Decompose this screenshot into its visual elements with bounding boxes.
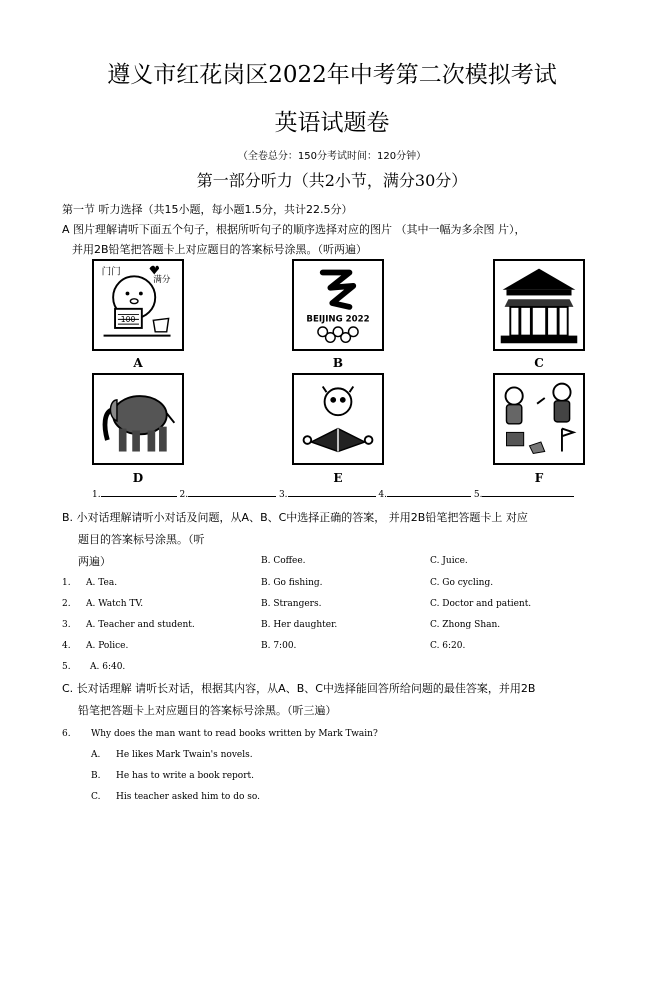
b-question-3-option-c: C. Zhong Shan. [430,620,501,630]
b-first-option-c: C. Juice. [430,556,468,566]
blank-3-line[interactable] [288,488,376,497]
picture-a [92,259,184,351]
b-question-1-option-c: C. Go cycling. [430,578,494,588]
svg-text:满分: 满分 [153,275,171,286]
b-question-2-option-c: C. Doctor and patient. [430,599,532,609]
beijing-2022-logo-icon [294,261,382,349]
blank-5-line[interactable] [482,488,574,497]
section-c-instruction-1: C. 长对话理解 请听长对话，根据其内容，从A、B、C中选择能回答所给问题的最佳答案，并用2B [62,682,536,695]
b-question-2-option-a: A. Watch TV. [86,599,144,609]
b-question-1-number: 1. [62,578,71,588]
exam-meta: （全卷总分：150分考试时间：120分钟） [237,151,427,162]
b-question-1-option-b: B. Go fishing. [261,578,323,588]
picture-d-label: D [132,471,144,485]
blank-4-number: 4. [378,490,387,500]
exam-subtitle: 英语试题卷 [274,110,390,136]
pavilion-building-icon [495,261,583,349]
picture-e [292,373,384,465]
c-option-a-text: He likes Mark Twain's novels. [116,750,253,760]
c-question-6-text: Why does the man want to read books written by Mark Twain? [91,729,378,739]
blank-3-number: 3. [278,490,288,500]
c-option-c-key: C. [91,792,101,802]
section-a-instruction-1: A 图片理解请听下面五个句子，根据所听句子的顺序选择对应的图片 （其中一幅为多余图 片）， [62,223,526,236]
section-b-instruction-2: 题目的答案标号涂黑。（听 [78,533,205,546]
b-question-4-option-a: A. Police. [86,641,129,651]
b-question-4-number: 4. [62,641,71,651]
picture-f [493,373,585,465]
b-question-4-option-b: B. 7:00. [261,641,297,651]
part-title: 第一部分听力（共2小节，满分30分） [196,171,468,190]
b-question-3-option-a: A. Teacher and student. [86,620,195,630]
b-question-3-number: 3. [62,620,71,630]
student-full-marks-icon [94,261,182,349]
section-c-instruction-2: 铅笔把答题卡上对应题目的答案标号涂黑。（听三遍） [78,704,337,717]
child-reading-icon [294,375,382,463]
section-b-instruction-1: B. 小对话理解请听小对话及问题，从A、B、C中选择正确的答案， 并用2B铅笔把答题卡上 对应 [62,511,528,524]
svg-text:门门: 门门 [101,266,121,278]
blank-4-line[interactable] [387,488,471,497]
b-question-4-option-c: C. 6:20. [430,641,466,651]
section-a-instruction-2: 并用2B铅笔把答题卡上对应题目的答案标号涂黑。（听两遍） [72,243,368,256]
section1-heading: 第一节 听力选择（共15小题，每小题1.5分，共计22.5分） [62,203,353,216]
picture-c [493,259,585,351]
b-question-2-number: 2. [62,599,71,609]
c-option-b-text: He has to write a book report. [116,771,254,781]
picture-b [292,259,384,351]
blank-1-line[interactable] [101,488,177,497]
elephant-icon [94,375,182,463]
picture-e-label: E [333,471,343,485]
c-option-c-text: His teacher asked him to do so. [116,792,260,802]
answer-blanks-row [92,488,574,500]
b-question-5-number: 5. [62,662,71,672]
astronauts-icon [495,375,583,463]
b-question-5-option-a: A. 6:40. [90,662,126,672]
svg-text:BEIJING 2022: BEIJING 2022 [306,314,370,325]
picture-f-label: F [534,471,544,485]
b-question-2-option-b: B. Strangers. [261,599,322,609]
c-option-a-key: A. [91,750,101,760]
svg-text:100: 100 [120,315,136,325]
b-question-3-option-b: B. Her daughter. [261,620,338,630]
b-question-1-option-a: A. Tea. [86,578,118,588]
section-b-instruction-3: 两遍） [78,555,111,568]
picture-a-label: A [133,356,143,370]
picture-b-label: B [332,356,344,370]
picture-d [92,373,184,465]
c-option-b-key: B. [91,771,101,781]
blank-2-line[interactable] [188,488,276,497]
blank-5-number: 5. [473,490,483,500]
blank-1-number: 1. [92,490,101,500]
c-question-6-number: 6. [62,729,71,739]
picture-c-label: C [534,356,544,370]
exam-title: 遵义市红花岗区2022年中考第二次模拟考试 [107,62,557,88]
blank-2-number: 2. [179,490,189,500]
b-first-option-b: B. Coffee. [261,556,306,566]
